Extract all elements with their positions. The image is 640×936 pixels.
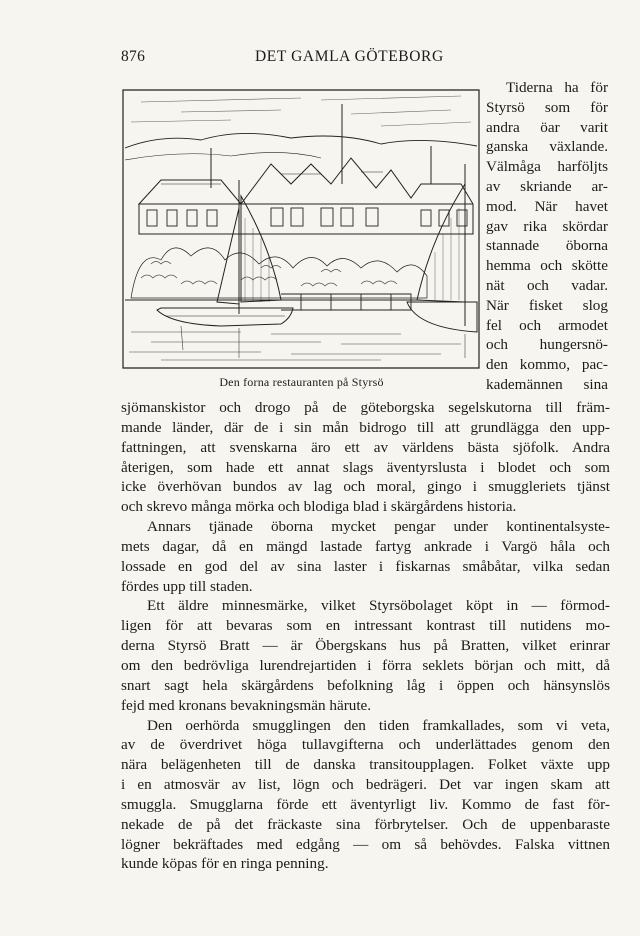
text-line: nät och vadar.: [486, 276, 608, 294]
figure-caption: Den forna restauranten på Styrsö: [219, 375, 384, 389]
text-line: fattningen, att svenskarna äro ett av världens bästa sjöfolk. Andra: [121, 438, 610, 456]
text-line: ganska växlande.: [486, 138, 608, 156]
text-line: fördes upp till staden.: [121, 577, 253, 595]
text-line: snart sagt hela skärgårdens befolkning låg i öppen och hänsynslös: [121, 676, 610, 694]
page-number: 876: [121, 48, 146, 65]
text-line: mod. När havet: [486, 197, 608, 215]
text-line: Annars tjänade öborna mycket pengar under kontinentalsyste-: [147, 518, 610, 536]
text-line: nekade de på det fräckaste sina förbrytelser. Och de uppenbaraste: [121, 815, 610, 833]
page-header: [121, 48, 522, 70]
text-line: lossade en god del av sina laster i fiskarnas småbåtar, vilka sedan: [121, 557, 610, 575]
text-line: gav rika skördar: [486, 217, 608, 235]
text-line: mets dagar, då en mängd lastade fartyg ankrade i Vargö håla och: [121, 537, 610, 555]
text-line: andra öar varit: [486, 118, 608, 136]
text-line: derna Styrsö Bratt — är Öbergskans hus på Bratten, vilket erinrar: [121, 637, 610, 655]
text-line: Tiderna ha för: [506, 79, 608, 96]
body-text: [121, 398, 610, 874]
text-line: Ett äldre minnesmärke, vilket Styrsöbolaget köpt in — förmod-: [147, 597, 610, 615]
text-line: i en atmosvär av list, lögn och bedrägeri. Det var ingen skam att: [121, 776, 610, 794]
text-line: och skrevo många mörka och blodiga blad i skärgårdens historia.: [121, 498, 517, 516]
text-line: om den bedrövliga lurendrejartiden i förra seklets början och mitt, då: [121, 656, 610, 674]
illustration: [121, 88, 482, 374]
text-line: Välmåga harföljts: [486, 158, 608, 176]
text-line: ligen för att bevaras som en intressant kontrast till nutidens mo-: [121, 617, 610, 635]
side-column-text: [486, 78, 608, 395]
text-line: av de överdrivet höga tullavgifterna och underlättades genom den: [121, 736, 610, 754]
text-line: fel och armodet: [486, 316, 608, 334]
text-line: icke överhövan bundos av lag och moral, gingo i smuggleriets tjänst: [121, 478, 610, 496]
text-line: nära belägenheten till de danska transitoupplagen. Folket växte upp: [121, 756, 610, 774]
text-line: sjömanskistor och drogo på de göteborgska segelskutorna till främ-: [121, 399, 610, 416]
text-line: Den oerhörda smugglingen den tiden framkallades, som vi veta,: [147, 716, 610, 734]
running-title: DET GAMLA GÖTEBORG: [255, 48, 444, 65]
text-line: Styrsö som för: [486, 98, 608, 116]
text-line: fejd med kronans bevakningsmän härute.: [121, 696, 372, 714]
text-line: mande länder, där de i sin mån bidrogo till att grundlägga den upp-: [121, 418, 610, 436]
text-line: lögner bekräftades med edgång — om så behövdes. Falska vittnen: [121, 835, 610, 853]
text-line: av skriande ar-: [486, 177, 608, 195]
text-line: När fisket slog: [486, 296, 608, 314]
text-line: hemma och skötte: [486, 257, 608, 275]
text-line: smuggla. Smugglarna förde ett äventyrligt liv. Kommo de fast för-: [121, 795, 610, 813]
text-line: kunde köpas för en ringa penning.: [121, 855, 329, 873]
text-line: kademännen sina: [486, 375, 608, 393]
text-line: stannade öborna: [486, 237, 608, 255]
text-line: och hungersnö-: [486, 336, 608, 354]
text-line: återigen, som hade ett annat slags äventyrslusta i blodet och som: [121, 458, 610, 476]
text-line: den kommo, pac-: [486, 356, 608, 374]
